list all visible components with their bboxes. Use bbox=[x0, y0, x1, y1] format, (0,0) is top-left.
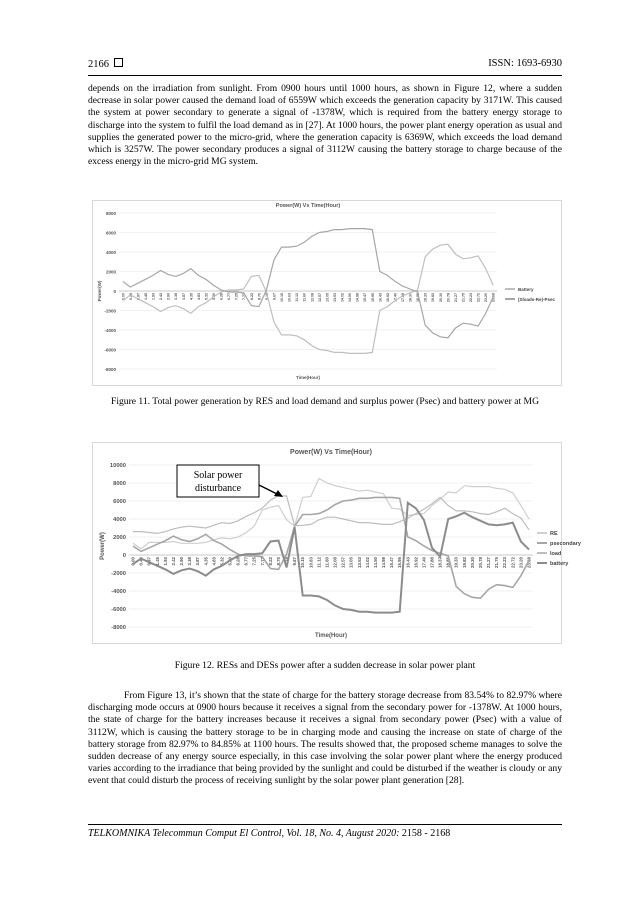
y-tick-label: 2000 bbox=[113, 535, 126, 541]
y-tick-label: 4000 bbox=[113, 517, 126, 523]
footer-journal: TELKOMNIKA Telecommun Comput El Control, Vol. 18, No. 4, August 2020: bbox=[88, 828, 400, 839]
x-tick-label: 14.98 bbox=[381, 557, 387, 568]
x-tick-label: 12.57 bbox=[317, 293, 322, 302]
legend-label: Battery bbox=[518, 287, 534, 292]
x-tick-label: 23.68 bbox=[491, 293, 496, 302]
x-tick-label: 18.85 bbox=[445, 557, 451, 568]
legend-label: (Sloads-Re)-Psec bbox=[518, 297, 556, 302]
x-tick-label: 11.12 bbox=[316, 557, 322, 568]
x-tick-label: 14.02 bbox=[340, 293, 345, 302]
footer-rule bbox=[88, 824, 562, 825]
x-tick-label: 4.35 bbox=[189, 293, 194, 300]
x-tick-label: 6.77 bbox=[243, 557, 249, 566]
x-tick-label: 21.27 bbox=[453, 293, 458, 302]
y-tick-label: 8000 bbox=[105, 211, 116, 216]
x-tick-label: 20.30 bbox=[469, 557, 475, 568]
series-line--sloads-re-psec bbox=[123, 229, 493, 338]
x-tick-label: 19.82 bbox=[431, 293, 436, 302]
x-tick-label: 0.97 bbox=[146, 557, 152, 566]
x-tick-label: 4.83 bbox=[211, 557, 217, 566]
x-tick-label: 12.57 bbox=[340, 557, 346, 568]
x-axis-label: Time(Hour) bbox=[315, 633, 347, 639]
legend-label: battery bbox=[550, 561, 569, 567]
y-tick-label: -6000 bbox=[111, 607, 126, 613]
x-tick-label: 0.48 bbox=[138, 557, 144, 566]
x-tick-label: 20.78 bbox=[446, 293, 451, 302]
y-tick-label: -2000 bbox=[111, 571, 126, 577]
x-tick-label: 20.78 bbox=[477, 557, 483, 568]
page-number: 2166 bbox=[88, 58, 123, 70]
figure-11-caption: Figure 11. Total power generation by RES and load demand and surplus power (Psec) and battery power at MG bbox=[110, 396, 539, 407]
x-tick-label: 19.33 bbox=[423, 293, 428, 302]
y-tick-label: -8000 bbox=[104, 367, 116, 372]
series-line-psecondary bbox=[130, 497, 532, 598]
x-tick-label: 5.32 bbox=[219, 557, 225, 566]
x-tick-label: 3.87 bbox=[195, 557, 201, 566]
paragraph-1: depends on the irradiation from sunlight. From 0900 hours until 1000 hours, as shown in Figure 12, where a sudden decrease in solar power caused the demand load of 6559W which exceeds the generation capacity by 3171W. This caused the system at power secondary to generate a signal of -1378W, which is required from the battery energy storage to discharge into the system to fulfil the load demand as in [27]. At 1000 hours, the power plant energy operation as usual and supplies the generated power to the micro-grid, where the generation capacity is 6369W, which exceeds the load demand which is 3257W. The power secondary produces a signal of 3112W causing the battery storage to charge because of the excess energy in the micro-grid MG system. bbox=[88, 83, 562, 168]
x-tick-label: 17.88 bbox=[429, 557, 435, 568]
y-tick-label: 0 bbox=[113, 289, 116, 294]
y-tick-label: -4000 bbox=[104, 328, 116, 333]
x-tick-label: 20.30 bbox=[438, 293, 443, 302]
x-tick-label: 16.92 bbox=[413, 557, 419, 568]
legend-label: psecondary bbox=[550, 541, 581, 547]
x-tick-label: 16.43 bbox=[405, 557, 411, 568]
figure-11-svg bbox=[93, 201, 561, 385]
x-tick-label: 21.27 bbox=[486, 557, 492, 568]
x-tick-label: 0.00 bbox=[130, 557, 136, 566]
x-tick-label: 23.68 bbox=[526, 557, 532, 568]
figure-12-chart bbox=[92, 442, 581, 644]
x-tick-label: 11.12 bbox=[295, 293, 300, 302]
x-tick-label: 1.93 bbox=[151, 293, 156, 300]
chart-title: Power(W) Vs Time(Hour) bbox=[290, 449, 372, 456]
x-tick-label: 6.28 bbox=[219, 293, 224, 300]
footer bbox=[88, 828, 450, 839]
x-tick-label: 22.72 bbox=[476, 293, 481, 302]
x-tick-label: 14.98 bbox=[355, 293, 360, 302]
x-tick-label: 2.90 bbox=[166, 293, 171, 300]
x-tick-label: 21.75 bbox=[461, 293, 466, 302]
x-tick-label: 0.48 bbox=[128, 293, 133, 300]
x-tick-label: 5.80 bbox=[227, 557, 233, 566]
x-tick-label: 14.50 bbox=[372, 557, 378, 568]
annotation-text: Solar power bbox=[193, 470, 243, 481]
x-tick-label: 7.25 bbox=[251, 557, 257, 566]
x-tick-label: 23.20 bbox=[484, 293, 489, 302]
figure-12-caption: Figure 12. RESs and DESs power after a sudden decrease in solar power plant bbox=[174, 660, 476, 671]
x-tick-label: 5.32 bbox=[204, 293, 209, 300]
x-axis-label: Time(Hour) bbox=[296, 375, 320, 380]
y-axis-label: Power(W) bbox=[100, 532, 106, 560]
x-tick-label: 15.47 bbox=[389, 557, 395, 568]
x-tick-label: 11.60 bbox=[302, 293, 307, 302]
x-tick-label: 2.42 bbox=[159, 293, 164, 300]
y-tick-label: 8000 bbox=[113, 481, 126, 487]
x-tick-label: 22.72 bbox=[510, 557, 516, 568]
x-tick-label: 8.70 bbox=[275, 557, 281, 566]
x-tick-label: 14.50 bbox=[348, 293, 353, 302]
x-tick-label: 19.82 bbox=[461, 557, 467, 568]
x-tick-label: 8.22 bbox=[249, 293, 254, 300]
y-tick-label: -4000 bbox=[111, 589, 126, 595]
x-tick-label: 12.08 bbox=[310, 293, 315, 302]
figure-11-chart bbox=[92, 200, 562, 386]
x-tick-label: 13.53 bbox=[356, 557, 362, 568]
x-tick-label: 7.25 bbox=[234, 293, 239, 300]
annotation-text: disturbance bbox=[194, 483, 242, 494]
x-tick-label: 10.63 bbox=[287, 293, 292, 302]
y-tick-label: 10000 bbox=[109, 463, 126, 469]
x-tick-label: 22.23 bbox=[469, 293, 474, 302]
x-tick-label: 17.88 bbox=[401, 293, 405, 302]
header-rule bbox=[88, 75, 562, 76]
x-tick-label: 15.95 bbox=[370, 293, 375, 302]
x-tick-label: 3.87 bbox=[181, 293, 186, 300]
x-tick-label: 23.20 bbox=[518, 557, 524, 568]
y-tick-label: -8000 bbox=[111, 625, 126, 631]
y-tick-label: 4000 bbox=[105, 250, 116, 255]
x-tick-label: 2.42 bbox=[170, 557, 176, 566]
x-tick-label: 12.08 bbox=[332, 557, 338, 568]
x-tick-label: 11.60 bbox=[324, 557, 330, 568]
x-tick-label: 13.05 bbox=[348, 557, 354, 568]
x-tick-label: 9.67 bbox=[292, 557, 298, 566]
x-tick-label: 10.63 bbox=[308, 557, 314, 568]
x-tick-label: 3.38 bbox=[187, 557, 193, 566]
legend-label: RE bbox=[550, 531, 558, 537]
x-tick-label: 0.00 bbox=[121, 293, 126, 300]
x-tick-label: 8.22 bbox=[267, 557, 273, 566]
x-tick-label: 17.40 bbox=[393, 293, 398, 302]
y-tick-label: 0 bbox=[122, 553, 126, 559]
x-tick-label: 6.28 bbox=[235, 557, 241, 566]
legend-label: load bbox=[550, 551, 562, 557]
x-tick-label: 13.53 bbox=[332, 293, 337, 302]
footer-pages: 2158 - 2168 bbox=[401, 828, 451, 839]
x-tick-label: 1.93 bbox=[162, 557, 168, 566]
x-tick-label: 1.45 bbox=[143, 293, 148, 300]
x-tick-label: 6.77 bbox=[227, 293, 232, 300]
x-tick-label: 0.97 bbox=[136, 293, 141, 300]
x-tick-label: 4.35 bbox=[203, 557, 209, 566]
x-tick-label: 7.73 bbox=[259, 557, 265, 566]
chart-title: Power(W) Vs Time(Hour) bbox=[275, 203, 341, 209]
x-tick-label: 17.40 bbox=[421, 557, 427, 568]
x-tick-label: 7.73 bbox=[242, 293, 247, 300]
x-tick-label: 2.90 bbox=[179, 557, 185, 566]
x-tick-label: 9.18 bbox=[284, 557, 290, 566]
x-tick-label: 22.23 bbox=[502, 557, 508, 568]
x-tick-label: 15.47 bbox=[363, 293, 368, 302]
y-axis-label: Power(W) bbox=[97, 280, 102, 302]
y-tick-label: 2000 bbox=[105, 269, 116, 275]
x-tick-label: 8.70 bbox=[257, 293, 262, 300]
x-tick-label: 5.80 bbox=[212, 293, 216, 300]
y-tick-label: 6000 bbox=[113, 499, 126, 505]
series-line-battery bbox=[123, 244, 493, 353]
issn: ISSN: 1693-6930 bbox=[488, 58, 562, 69]
x-tick-label: 10.15 bbox=[280, 293, 285, 302]
x-tick-label: 10.15 bbox=[300, 557, 306, 568]
paragraph-2: From Figure 13, it’s shown that the state of charge for the battery storage decrease from 83.54% to 82.97% where discharging mode occurs at 0900 hours because it receives a signal from the secondary power for -1378W. At 1000 hours, the state of charge for the battery increases because it receives a signal from secondary power (Psec) with a value of 3112W, which is causing the battery storage to be in charging mode and causing the increase on state of charge of the battery storage from 82.97% to 84.85% at 1100 hours. The results showed that, the proposed scheme manages to solve the sudden decrease of any energy source especially, in this case involving the solar power plant where the energy produced varies according to the irradiance that being provided by the sunlight and could be disturbed if the weather is cloudy or any event that could disturb the process of receiving sunlight by the solar power plant generation [28]. bbox=[88, 690, 562, 787]
x-tick-label: 19.33 bbox=[453, 557, 459, 568]
x-tick-label: 15.95 bbox=[397, 557, 403, 568]
x-tick-label: 14.02 bbox=[364, 557, 370, 568]
x-tick-label: 18.37 bbox=[437, 557, 443, 568]
y-tick-label: 6000 bbox=[105, 230, 116, 236]
y-tick-label: -2000 bbox=[104, 308, 116, 314]
x-tick-label: 4.83 bbox=[196, 293, 201, 300]
x-tick-label: 21.75 bbox=[494, 557, 500, 568]
figure-12-svg bbox=[93, 443, 581, 643]
x-tick-label: 1.45 bbox=[154, 557, 160, 566]
square-icon bbox=[114, 58, 123, 67]
x-tick-label: 9.67 bbox=[272, 293, 277, 300]
x-tick-label: 13.05 bbox=[325, 293, 330, 302]
x-tick-label: 9.18 bbox=[264, 293, 269, 300]
x-tick-label: 18.85 bbox=[416, 293, 421, 302]
x-tick-label: 3.38 bbox=[174, 293, 179, 300]
x-tick-label: 16.43 bbox=[378, 293, 383, 302]
y-tick-label: -6000 bbox=[104, 347, 116, 353]
x-tick-label: 16.92 bbox=[385, 293, 390, 302]
x-tick-label: 18.37 bbox=[408, 293, 413, 302]
